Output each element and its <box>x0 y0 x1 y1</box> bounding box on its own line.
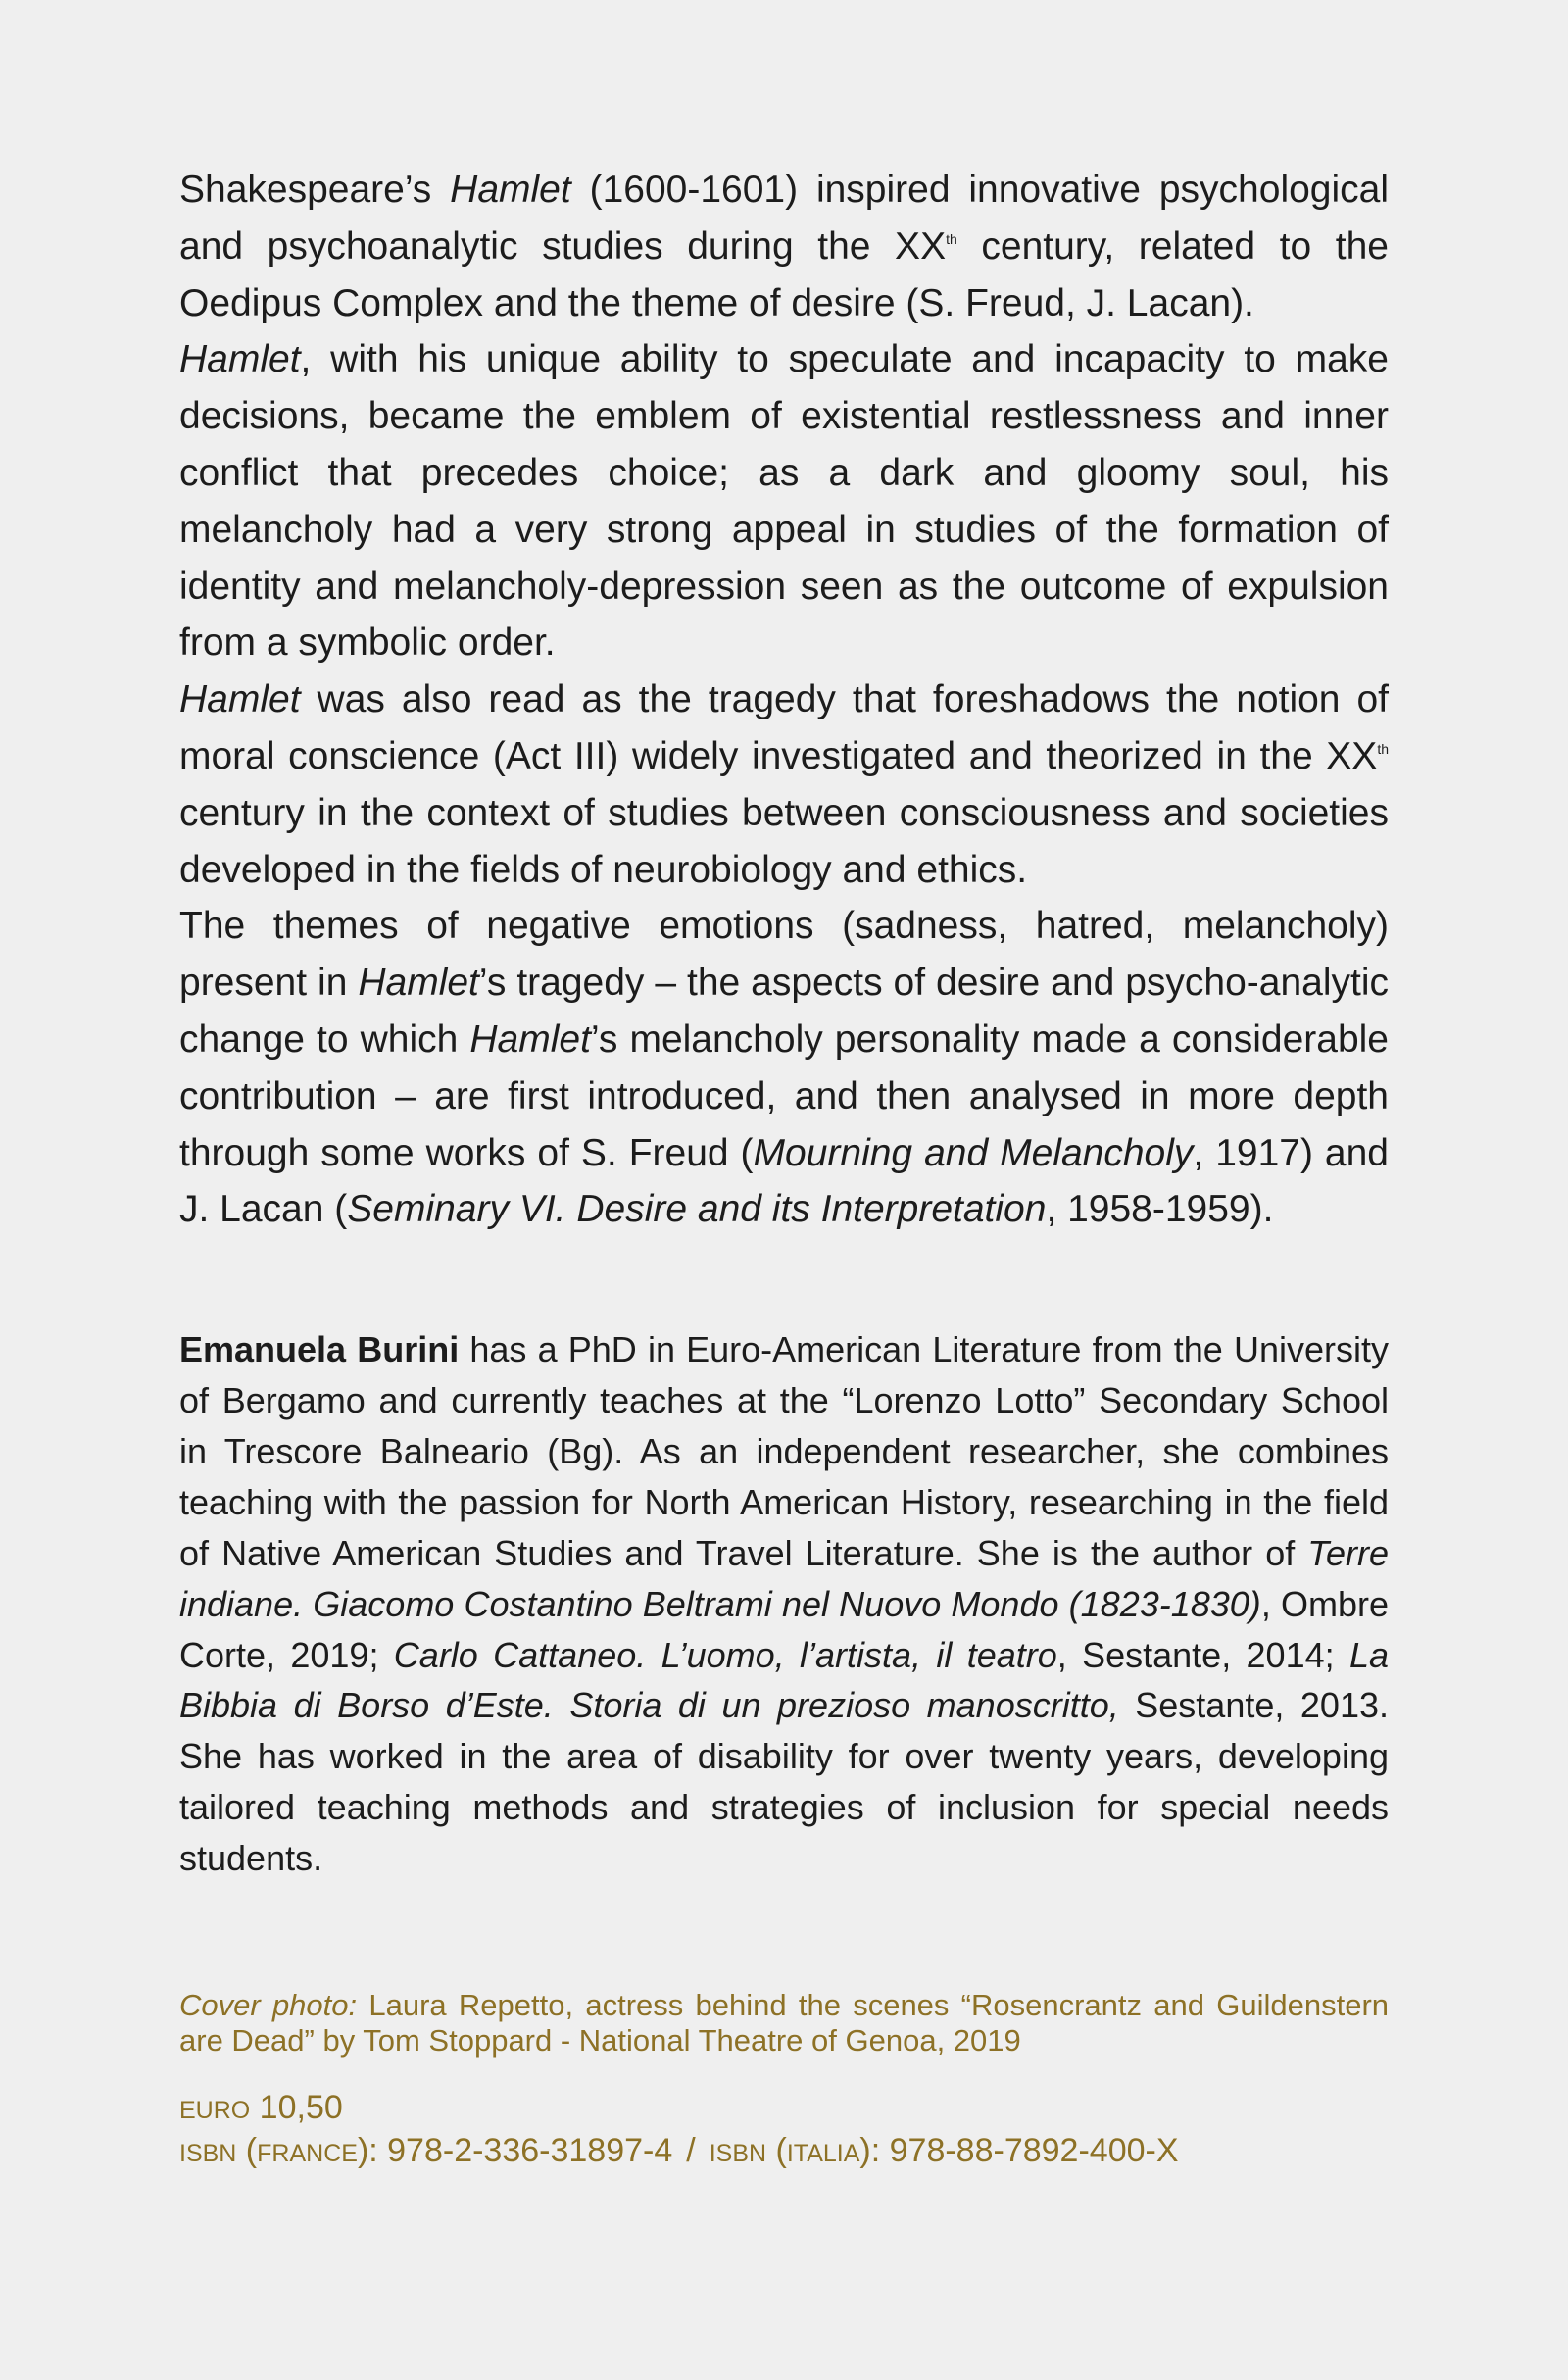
title-seminary-vi: Seminary VI. Desire and its Interpretation <box>347 1188 1047 1231</box>
isbn-france-value: ): 978-2-336-31897-4 <box>357 2132 673 2170</box>
isbn-italia-value: ): 978-88-7892-400-X <box>859 2132 1179 2170</box>
synopsis-paragraph-3: Hamlet was also read as the tragedy that foreshadows the notion of moral conscience (Act III) widely investigated and theorized in the XXth century in the context of studies between consciousness and societies developed in the fields of neurobiology and ethics. <box>179 678 1389 891</box>
price-and-isbn <box>179 2088 1389 2174</box>
title-hamlet: Hamlet <box>358 962 479 1005</box>
book-title-terre-indiane: Terre indiane. Giacomo Costantino Beltrami nel Nuovo Mondo (1823-1830) <box>179 1532 1389 1624</box>
ordinal-suffix: th <box>946 230 957 247</box>
isbn-italia-label: ITALIA <box>786 2140 860 2168</box>
isbn-label: ISBN <box>179 2140 237 2168</box>
book-title-bibbia-borso: La Bibbia di Borso d’Este. Storia di un prezioso manoscritto, <box>179 1634 1390 1726</box>
synopsis-paragraph-1: Shakespeare’s Hamlet (1600-1601) inspired innovative psychological and psychoanalytic studies during the XXth century, related to the Oedipus Complex and the theme of desire (S. Freud, J. Lacan). <box>179 169 1390 324</box>
author-name: Emanuela Burini <box>179 1329 460 1370</box>
title-hamlet: Hamlet <box>179 338 301 381</box>
isbn-separator: / <box>686 2132 696 2170</box>
book-title-carlo-cattaneo: Carlo Cattaneo. L’uomo, l’artista, il teatro <box>393 1634 1057 1675</box>
title-hamlet: Hamlet <box>179 678 301 721</box>
isbn-france-label: FRANCE <box>257 2140 358 2168</box>
back-cover <box>179 162 1389 2174</box>
price-amount: 10,50 <box>250 2089 343 2127</box>
synopsis-paragraph-2: Hamlet, with his unique ability to speculate and incapacity to make decisions, became the emblem of existential restlessness and inner conflict that precedes choice; as a dark and gloomy soul, his melancholy had a very strong appeal in studies of the formation of identity and melancholy-depression seen as the outcome of expulsion from a symbolic order. <box>179 338 1389 665</box>
price-line <box>179 2088 1389 2131</box>
title-mourning-and-melancholy: Mourning and Melancholy <box>753 1131 1194 1174</box>
author-bio <box>179 1324 1389 1884</box>
synopsis-paragraph-4: The themes of negative emotions (sadness, hatred, melancholy) present in Hamlet’s tragedy – the aspects of desire and psycho-analytic change to which Hamlet’s melancholy personality made a considerable contribution – are first introduced, and then analysed in more depth through some works of S. Freud (Mourning and Melancholy, 1917) and J. Lacan (Seminary VI. Desire and its Interpretation, 1958-1959). <box>179 905 1390 1231</box>
synopsis <box>179 162 1389 1238</box>
title-hamlet: Hamlet <box>450 169 571 211</box>
cover-photo-credit <box>179 1988 1389 2058</box>
isbn-label: ISBN <box>709 2140 767 2168</box>
title-hamlet: Hamlet <box>469 1017 591 1061</box>
ordinal-suffix: th <box>1377 740 1389 757</box>
currency-label: EURO <box>179 2097 251 2125</box>
cover-photo-text: Laura Repetto, actress behind the scenes “Rosencrantz and Guildenstern are Dead” by Tom Stoppard - National Theatre of Genoa, 2019 <box>179 1988 1390 2058</box>
cover-photo-label: Cover photo: <box>179 1988 358 2023</box>
author-bio-paragraph: Emanuela Burini has a PhD in Euro-American Literature from the University of Bergamo and currently teaches at the “Lorenzo Lotto” Secondary School in Trescore Balneario (Bg). As an independent researcher, she combines teaching with the passion for North American History, researching in the field of Native American Studies and Travel Literature. She is the author of Terre indiane. Giacomo Costantino Beltrami nel Nuovo Mondo (1823-1830), Ombre Corte, 2019; Carlo Cattaneo. L’uomo, l’artista, il teatro, Sestante, 2014; La Bibbia di Borso d’Este. Storia di un prezioso manoscritto, Sestante, 2013. She has worked in the area of disability for over twenty years, developing tailored teaching methods and strategies of inclusion for special needs students. <box>179 1329 1390 1879</box>
isbn-line: ISBN (FRANCE): 978-2-336-31897-4 / ISBN (ITALIA): 978-88-7892-400-X <box>179 2132 1179 2170</box>
